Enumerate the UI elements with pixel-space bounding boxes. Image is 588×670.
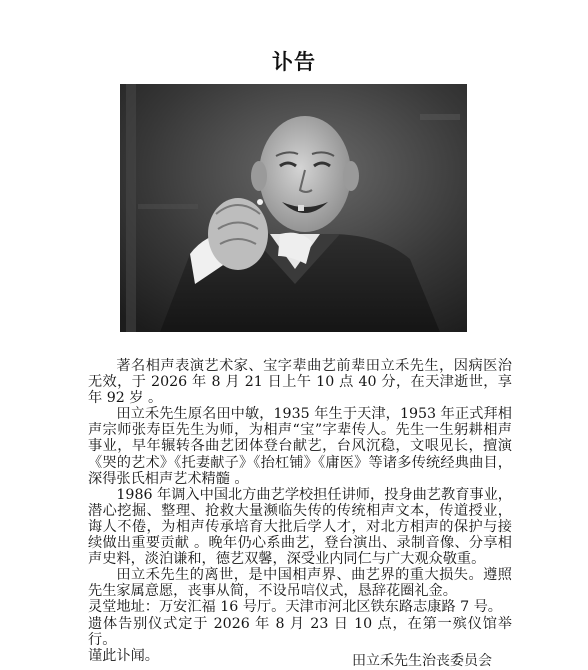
closing-line: 谨此讣闻。 xyxy=(88,647,159,664)
paragraph-biography: 田立禾先生原名田中敏，1935 年生于天津，1953 年正式拜相声宗师张寿臣先生为师，为相声“宝”字辈传人。先生一生躬耕相声事业，早年辗转各曲艺团体登台献艺，台风沉稳，文哏见长，擅演《哭的艺术》《托妻献子》《抬杠铺》《庸医》等诸多传统经典曲目，深得张氏相声艺术精髓 。 xyxy=(88,406,512,487)
paragraph-death-notice: 著名相声表演艺术家、宝字辈曲艺前辈田立禾先生，因病医治无效，于 2026 年 8 月 21 日上午 10 点 40 分，在天津逝世，享年 92 岁 。 xyxy=(88,358,512,407)
obituary-title: 讣告 xyxy=(272,50,316,74)
signature: 田立禾先生治丧委员会 xyxy=(352,653,492,669)
venue-line: 灵堂地址：万安汇福 16 号厅。天津市河北区铁东路志康路 7 号。 xyxy=(88,599,502,616)
obituary-body xyxy=(88,358,512,664)
portrait-photo xyxy=(120,84,467,332)
paragraph-funeral-arrangements: 田立禾先生的离世，是中国相声界、曲艺界的重大损失。遵照先生家属意愿，丧事从简，不设吊唁仪式，恳辞花圈礼金。 xyxy=(88,567,512,600)
paragraph-teaching-career: 1986 年调入中国北方曲艺学校担任讲师，投身曲艺教育事业，潜心挖掘、整理、抢救大量濒临失传的传统相声文本，传道授业，诲人不倦，为相声传承培育大批后学人才，对北方相声的保护与接续做出重要贡献 。晚年仍心系曲艺，登台演出、录制音像、分享相声史料，淡泊谦和，德艺双馨，深受业内同仁与广大观众敬重。 xyxy=(88,486,512,568)
portrait-illustration xyxy=(120,84,467,332)
farewell-line: 遗体告别仪式定于 2026 年 8 月 23 日 10 点，在第一殡仪馆举行。 xyxy=(88,615,512,648)
